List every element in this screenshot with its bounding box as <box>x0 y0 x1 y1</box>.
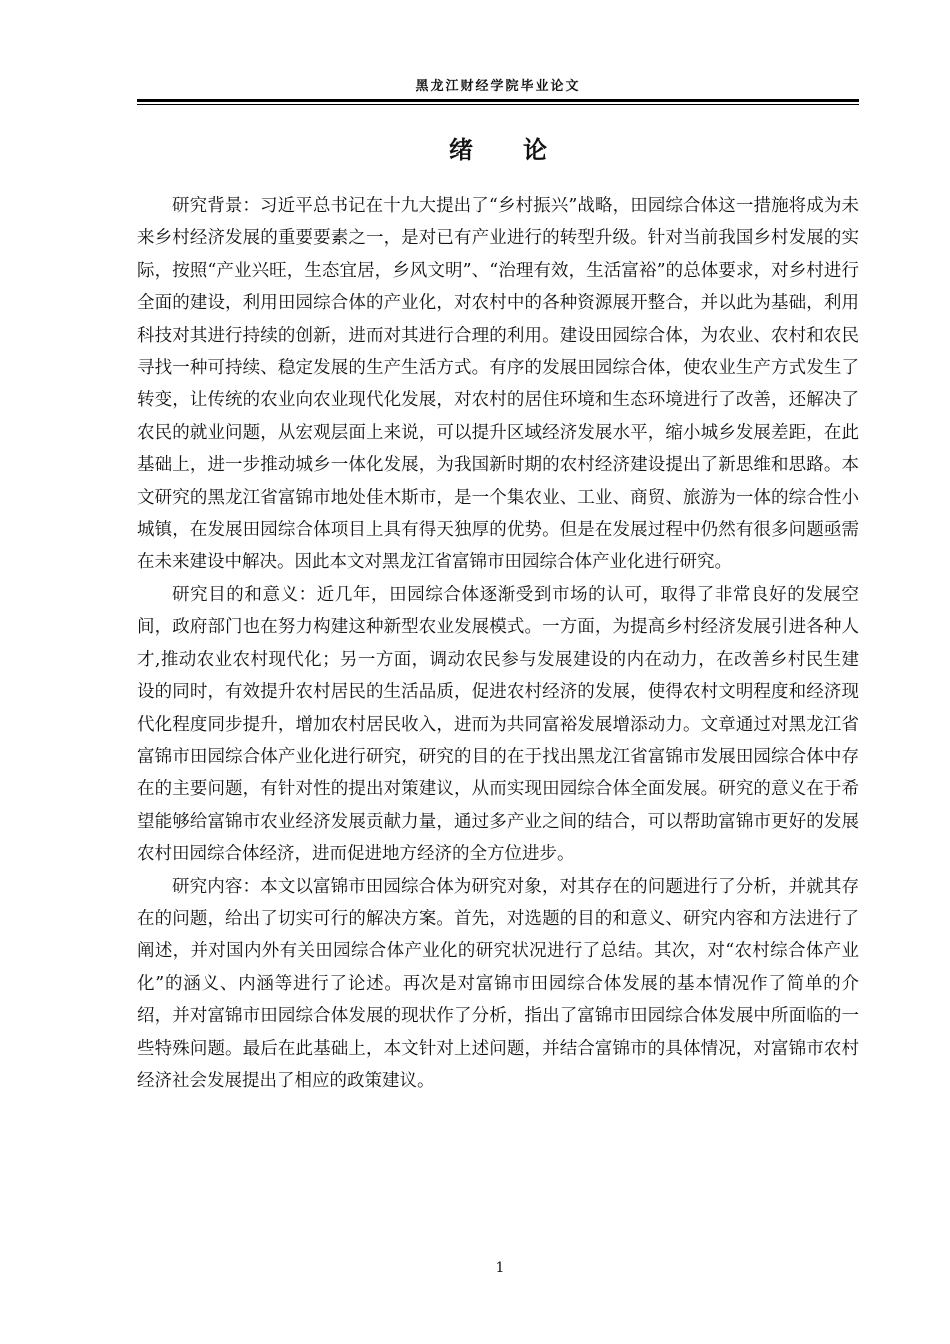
paragraph-research-background: 研究背景：习近平总书记在十九大提出了“乡村振兴”战略，田园综合体这一措施将成为未来乡村经济发展的重要要素之一，是对已有产业进行的转型升级。针对当前我国乡村发展的实际，按照“产业兴旺，生态宜居，乡风文明”、“治理有效，生活富裕”的总体要求，对乡村进行全面的建设，利用田园综合体的产业化，对农村中的各种资源展开整合，并以此为基础，利用科技对其进行持续的创新，进而对其进行合理的利用。建设田园综合体，为农业、农村和农民寻找一种可持续、稳定发展的生产生活方式。有序的发展田园综合体，使农业生产方式发生了转变，让传统的农业向农业现代化发展，对农村的居住环境和生态环境进行了改善，还解决了农民的就业问题，从宏观层面上来说，可以提升区域经济发展水平，缩小城乡发展差距，在此基础上，进一步推动城乡一体化发展，为我国新时期的农村经济建设提出了新思维和思路。本文研究的黑龙江省富锦市地处佳木斯市，是一个集农业、工业、商贸、旅游为一体的综合性小城镇，在发展田园综合体项目上具有得天独厚的优势。但是在发展过程中仍然有很多问题亟需在未来建设中解决。因此本文对黑龙江省富锦市田园综合体产业化进行研究。 <box>137 196 859 573</box>
page-number: 1 <box>495 1260 505 1276</box>
header-rule-thin <box>137 104 859 105</box>
header-rule-thick <box>137 99 859 102</box>
paragraph-research-purpose: 研究目的和意义：近几年，田园综合体逐渐受到市场的认可，取得了非常良好的发展空间，政府部门也在努力构建这种新型农业发展模式。一方面，为提高乡村经济发展引进各种人才,推动农业农村现代化；另一方面，调动农民参与发展建设的内在动力，在改善乡村民生建设的同时，有效提升农村居民的生活品质，促进农村经济的发展，使得农村文明程度和经济现代化程度同步提升，增加农村居民收入，进而为共同富裕发展增添动力。文章通过对黑龙江省富锦市田园综合体产业化进行研究，研究的目的在于找出黑龙江省富锦市发展田园综合体中存在的主要问题，有针对性的提出对策建议，从而实现田园综合体全面发展。研究的意义在于希望能够给富锦市农业经济发展贡献力量，通过多产业之间的结合，可以帮助富锦市更好的发展农村田园综合体经济，进而促进地方经济的全方位进步。 <box>137 584 859 865</box>
chapter-title: 绪论 <box>449 135 597 164</box>
header-title: 黑龙江财经学院毕业论文 <box>415 79 581 94</box>
paragraph-research-content: 研究内容：本文以富锦市田园综合体为研究对象，对其存在的问题进行了分析，并就其存在的问题，给出了切实可行的解决方案。首先，对选题的目的和意义、研究内容和方法进行了阐述，并对国内外有关田园综合体产业化的研究状况进行了总结。其次，对“农村综合体产业化”的涵义、内涵等进行了论述。再次是对富锦市田园综合体发展的基本情况作了简单的介绍，并对富锦市田园综合体发展的现状作了分析，指出了富锦市田园综合体发展中所面临的一些特殊问题。最后在此基础上，本文针对上述问题，并结合富锦市的具体情况，对富锦市农村经济社会发展提出了相应的政策建议。 <box>137 876 859 1091</box>
body-text <box>137 190 859 1097</box>
page-header <box>137 78 859 106</box>
